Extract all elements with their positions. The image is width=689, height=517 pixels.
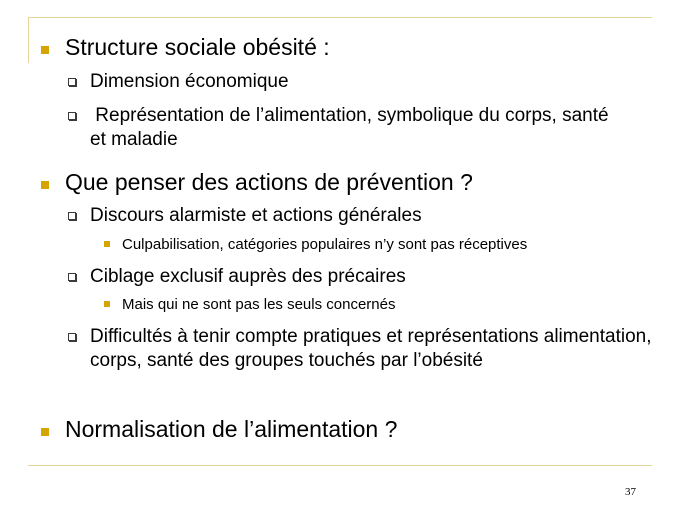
- bottom-rule: [28, 465, 652, 466]
- bullet-1-2-text: Représentation de l’alimentation, symbolique du corps, santé et maladie: [90, 105, 614, 150]
- bullet-2-3-text: Difficultés à tenir compte pratiques et représentations alimentation, corps, santé des groupes touchés par l’obésité: [90, 326, 652, 371]
- hollow-square-bullet-icon: [68, 212, 76, 220]
- bullet-2-2-text: Ciblage exclusif auprès des précaires: [90, 266, 406, 287]
- bullet-2-1-text: Discours alarmiste et actions générales: [90, 205, 422, 226]
- bullet-square-icon: [41, 428, 49, 436]
- hollow-square-bullet-icon: [68, 112, 76, 120]
- bullet-1-1-text: Dimension économique: [90, 71, 289, 92]
- left-rule: [28, 17, 29, 63]
- bullet-square-icon: [41, 46, 49, 54]
- bullet-2-1-1-text: Culpabilisation, catégories populaires n’y sont pas réceptives: [122, 236, 528, 253]
- bullet-3-text: Normalisation de l’alimentation ?: [65, 416, 398, 442]
- hollow-square-bullet-icon: [68, 78, 76, 86]
- bullet-2-text: Que penser des actions de prévention ?: [65, 169, 473, 195]
- hollow-square-bullet-icon: [68, 333, 76, 341]
- bullet-1-text: Structure sociale obésité :: [65, 34, 330, 60]
- bullet-square-small-icon: [104, 241, 110, 247]
- bullet-square-icon: [41, 181, 49, 189]
- bullet-2-2-1-text: Mais qui ne sont pas les seuls concernés: [122, 296, 396, 313]
- top-rule: [28, 17, 652, 18]
- hollow-square-bullet-icon: [68, 273, 76, 281]
- bullet-square-small-icon: [104, 301, 110, 307]
- page-number: 37: [625, 486, 636, 498]
